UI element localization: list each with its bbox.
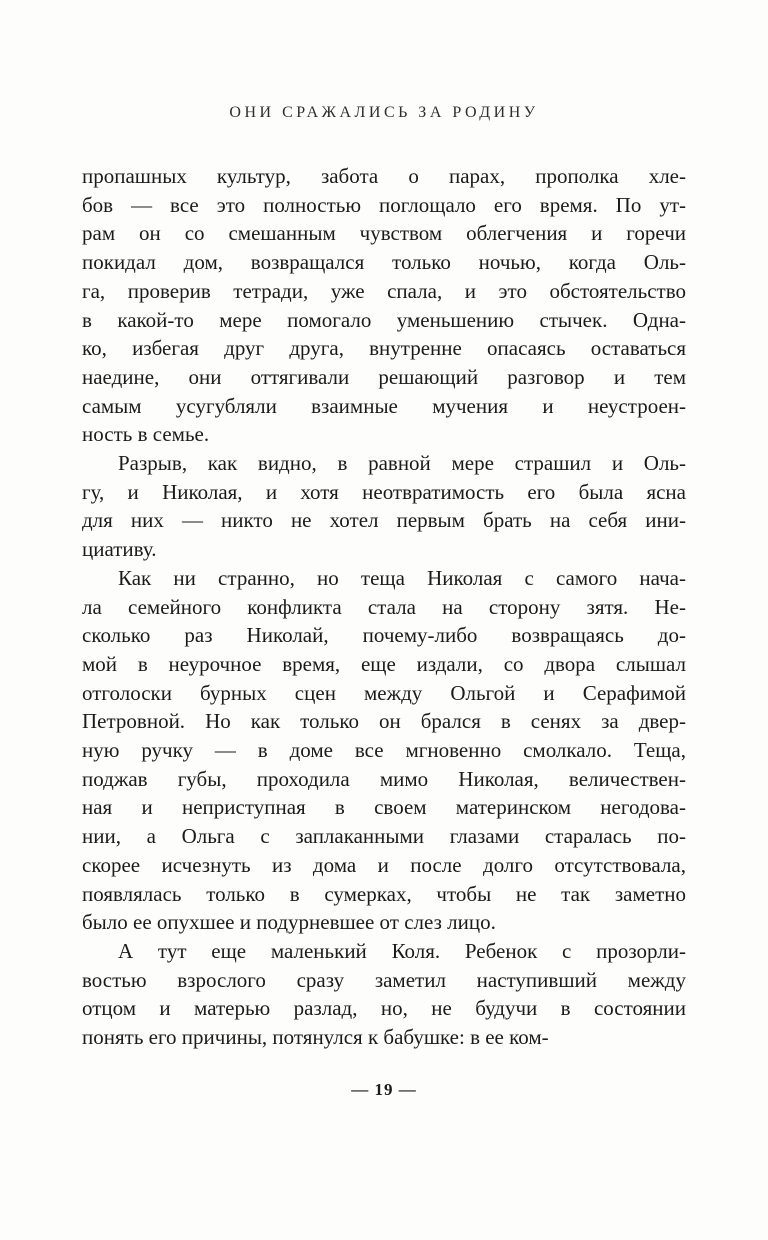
paragraph <box>82 449 686 564</box>
text-line: ность в семье. <box>82 422 210 447</box>
running-header: ОНИ СРАЖАЛИСЬ ЗА РОДИНУ <box>229 104 539 121</box>
body-text <box>82 162 686 1052</box>
text-line: нии, а Ольга с заплаканными глазами старалась по- <box>82 824 686 849</box>
paragraph <box>82 564 686 937</box>
text-line: востью взрослого сразу заметил наступивший между <box>82 967 686 992</box>
text-line: для них — никто не хотел первым брать на себя ини- <box>82 508 686 533</box>
text-line: ко, избегая друг друга, внутренне опасаясь оставаться <box>82 336 686 361</box>
text-line: отголоски бурных сцен между Ольгой и Серафимой <box>82 680 686 705</box>
text-line: ную ручку — в доме все мгновенно смолкало. Теща, <box>82 738 686 763</box>
text-line: мой в неурочное время, еще издали, со двора слышал <box>82 651 686 676</box>
text-line: отцом и матерью разлад, но, не будучи в состоянии <box>82 996 686 1021</box>
text-line: ная и неприступная в своем материнском негодова- <box>82 795 686 820</box>
text-line: гу, и Николая, и хотя неотвратимость его была ясна <box>82 479 686 504</box>
text-line: А тут еще маленький Коля. Ребенок с прозорли- <box>118 938 686 963</box>
text-line: скорее исчезнуть из дома и после долго отсутствовала, <box>82 852 686 877</box>
text-line: понять его причины, потянулся к бабушке: в ее ком- <box>82 1025 549 1050</box>
text-line: рам он со смешанным чувством облегчения и горечи <box>82 221 686 246</box>
text-line: поджав губы, проходила мимо Николая, величествен- <box>82 766 686 791</box>
page-footer <box>0 1080 768 1100</box>
text-line: сколько раз Николай, почему-либо возвращаясь до- <box>82 623 686 648</box>
text-line: Петровной. Но как только он брался в сенях за двер- <box>82 709 686 734</box>
text-line: самым усугубляли взаимные мучения и неустроен- <box>82 393 686 418</box>
page-number: — 19 — <box>351 1080 417 1099</box>
text-line: в какой-то мере помогало уменьшению стычек. Одна- <box>82 307 686 332</box>
text-line: га, проверив тетради, уже спала, и это обстоятельство <box>82 278 686 303</box>
text-line: циативу. <box>82 537 157 562</box>
text-line: покидал дом, возвращался только ночью, когда Оль- <box>82 250 686 275</box>
text-line: Разрыв, как видно, в равной мере страшил и Оль- <box>118 451 686 476</box>
text-line: Как ни странно, но теща Николая с самого нача- <box>118 565 686 590</box>
paragraph <box>82 937 686 1052</box>
text-line: пропашных культур, забота о парах, прополка хле- <box>82 164 686 188</box>
text-line: ла семейного конфликта стала на сторону зятя. Не- <box>82 594 686 619</box>
text-line: появлялась только в сумерках, чтобы не так заметно <box>82 881 686 906</box>
paragraph <box>82 162 686 449</box>
text-line: было ее опухшее и подурневшее от слез лицо. <box>82 910 496 935</box>
text-line: бов — все это полностью поглощало его время. По ут- <box>82 192 686 217</box>
text-line: наедине, они оттягивали решающий разговор и тем <box>82 364 686 389</box>
